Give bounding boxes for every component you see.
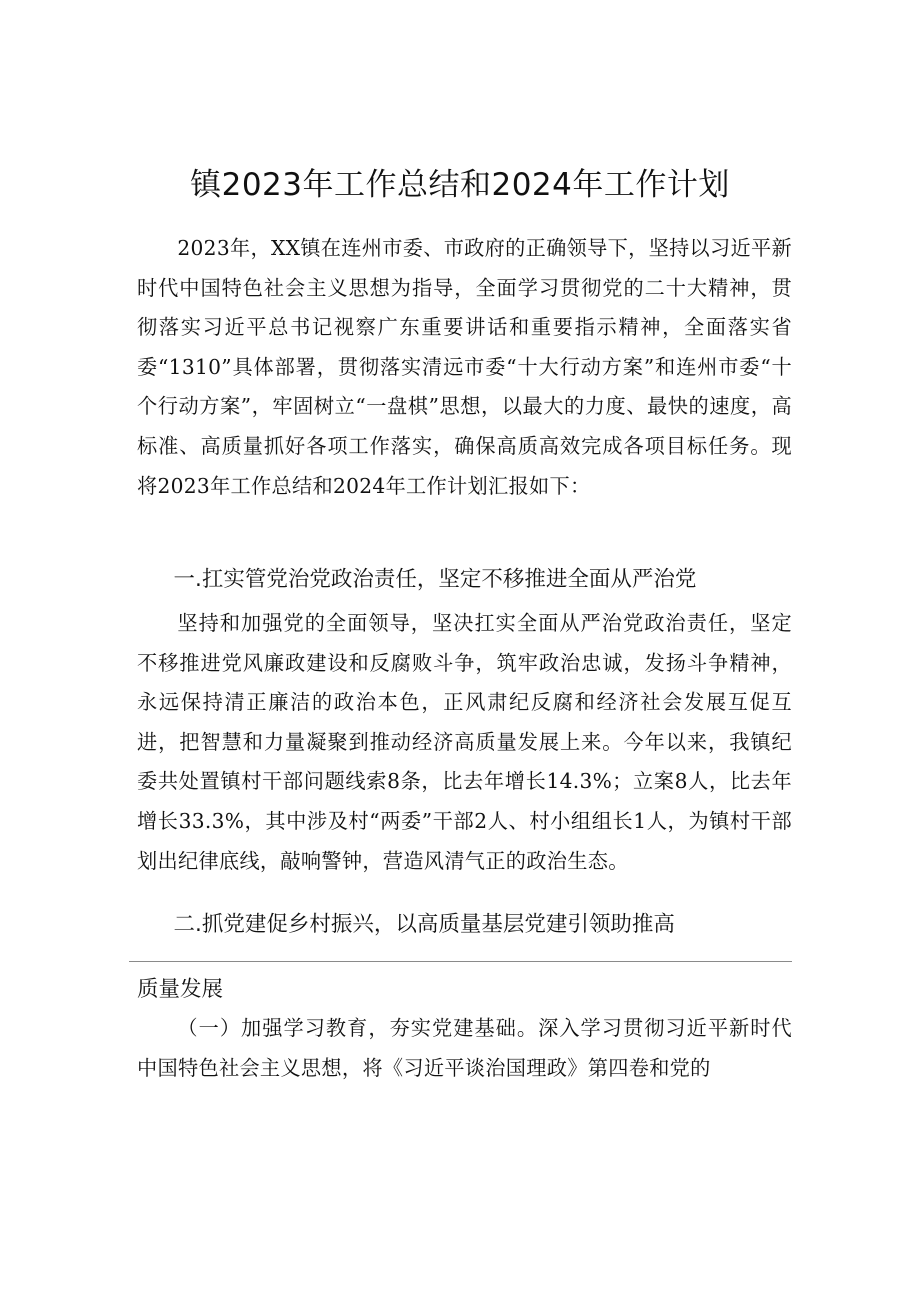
section-1-heading: 一.扛实管党治党政治责任，坚定不移推进全面从严治党 — [173, 567, 697, 592]
section-2-heading-continued: 质量发展 — [137, 977, 224, 1002]
page-break-divider — [129, 961, 792, 962]
section-1-paragraph: 坚持和加强党的全面领导，坚决扛实全面从严治党政治责任，坚定不移推进党风廉政建设和反腐败斗争，筑牢政治忠诚，发扬斗争精神，永远保持清正廉洁的政治本色，正风肃纪反腐和经济社会发展互促互进，把智慧和力量凝聚到推动经济高质量发展上来。今年以来，我镇纪委共处置镇村干部问题线索8条，比去年增长14.3%；立案8人，比去年增长33.3%，其中涉及村“两委”干部2人、村小组组长1人，为镇村干部划出纪律底线，敲响警钟，营造风清气正的政治生态。 — [137, 611, 792, 873]
document-title: 镇2023年工作总结和2024年工作计划 — [190, 167, 730, 203]
intro-paragraph: 2023年，XX镇在连州市委、市政府的正确领导下，坚持以习近平新时代中国特色社会主义思想为指导，全面学习贯彻党的二十大精神，贯彻落实习近平总书记视察广东重要讲话和重要指示精神，全面落实省委“1310”具体部署，贯彻落实清远市委“十大行动方案”和连州市委“十个行动方案”，牢固树立“一盘棋”思想，以最大的力度、最快的速度，高标准、高质量抓好各项工作落实，确保高质高效完成各项目标任务。现将2023年工作总结和2024年工作计划汇报如下： — [137, 236, 792, 498]
section-2-heading: 二.抓党建促乡村振兴，以高质量基层党建引领助推高 — [173, 912, 675, 937]
subsection-1-paragraph: （一）加强学习教育，夯实党建基础。深入学习贯彻习近平新时代中国特色社会主义思想，将《习近平谈治国理政》第四卷和党的 — [137, 1016, 792, 1080]
